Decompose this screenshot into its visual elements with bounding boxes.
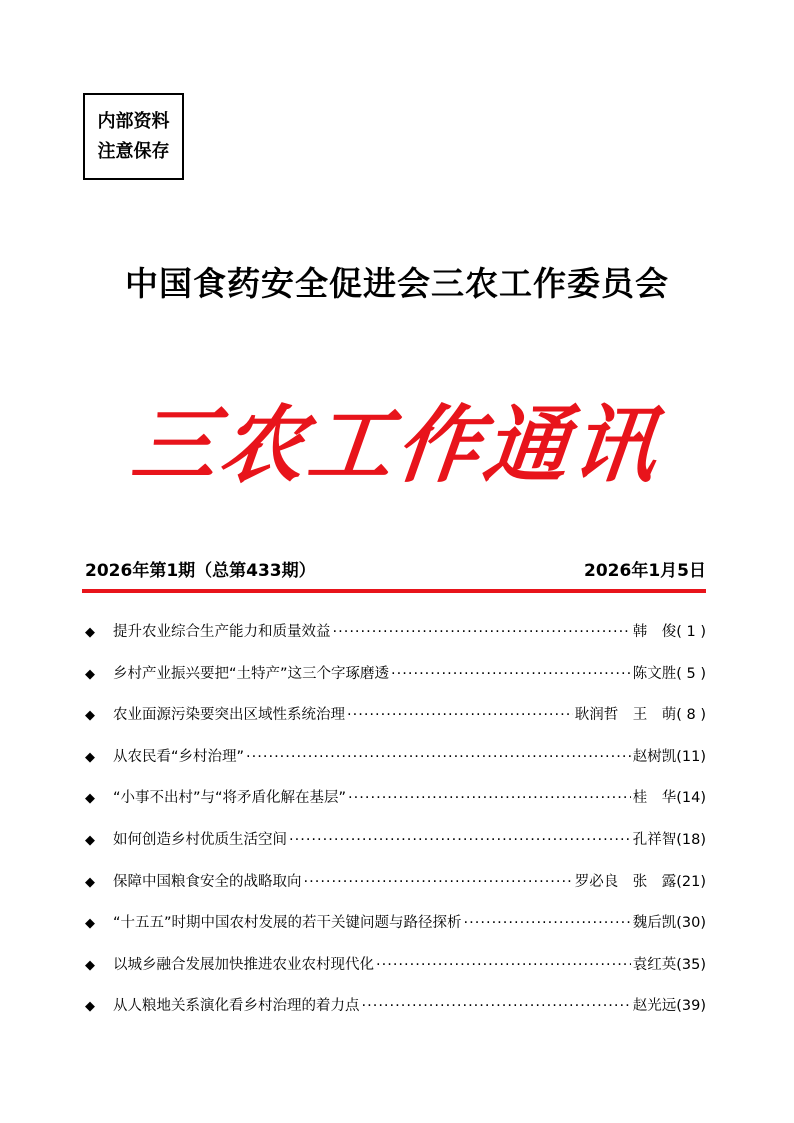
toc-page: ( 5 )	[676, 665, 706, 682]
toc-item[interactable]	[85, 994, 706, 1036]
newsletter-masthead: 三农工作通讯	[127, 395, 666, 494]
red-divider	[82, 589, 706, 593]
toc-item[interactable]	[85, 662, 706, 704]
issue-number: 2026年第1期（总第433期）	[85, 561, 316, 581]
diamond-bullet-icon: ◆	[85, 791, 95, 807]
toc-item[interactable]	[85, 828, 706, 870]
toc-author: 罗必良 张 露	[574, 873, 677, 890]
confidential-stamp	[83, 93, 184, 180]
toc-author: 魏后凯	[632, 915, 677, 932]
toc-author: 孔祥智	[632, 831, 677, 848]
toc-item[interactable]	[85, 786, 706, 828]
toc-title: “小事不出村”与“将矛盾化解在基层”	[113, 790, 347, 807]
issue-info-row	[85, 556, 706, 581]
toc-page: (11)	[676, 748, 706, 765]
toc-page: (35)	[676, 956, 706, 973]
dot-leader	[304, 874, 573, 890]
table-of-contents	[85, 620, 706, 1036]
toc-item[interactable]	[85, 953, 706, 995]
toc-title: 从农民看“乡村治理”	[113, 748, 245, 765]
toc-page: ( 8 )	[676, 707, 706, 724]
diamond-bullet-icon: ◆	[85, 625, 95, 640]
dot-leader	[246, 749, 631, 765]
issue-date: 2026年1月5日	[584, 561, 706, 581]
dot-leader	[333, 624, 631, 640]
toc-author: 袁红英	[632, 956, 677, 973]
organization-name: 中国食药安全促进会三农工作委员会	[125, 264, 669, 303]
toc-author: 桂 华	[632, 790, 677, 807]
toc-title: “十五五”时期中国农村发展的若干关键问题与路径探析	[113, 915, 462, 932]
dot-leader	[362, 998, 631, 1014]
toc-title: 从人粮地关系演化看乡村治理的着力点	[113, 998, 360, 1015]
diamond-bullet-icon: ◆	[85, 916, 95, 932]
toc-page: (21)	[676, 873, 706, 890]
toc-page: (14)	[676, 790, 706, 807]
toc-page: (39)	[676, 998, 706, 1015]
toc-title: 乡村产业振兴要把“土特产”这三个字琢磨透	[113, 665, 390, 682]
toc-author: 赵光远	[632, 998, 677, 1015]
diamond-bullet-icon: ◆	[85, 957, 95, 973]
dot-leader	[391, 666, 631, 682]
toc-page: ( 1 )	[676, 624, 706, 640]
diamond-bullet-icon: ◆	[85, 666, 95, 682]
toc-title: 以城乡融合发展加快推进农业农村现代化	[113, 956, 374, 973]
dot-leader	[376, 957, 631, 973]
toc-item[interactable]	[85, 745, 706, 787]
dot-leader	[464, 915, 631, 931]
diamond-bullet-icon: ◆	[85, 999, 95, 1015]
toc-item[interactable]	[85, 703, 706, 745]
toc-item[interactable]	[85, 620, 706, 662]
dot-leader	[348, 790, 631, 806]
toc-page: (30)	[676, 915, 706, 932]
dot-leader	[289, 832, 631, 848]
toc-item[interactable]	[85, 870, 706, 912]
diamond-bullet-icon: ◆	[85, 749, 95, 765]
toc-author: 耿润哲 王 萌	[574, 707, 677, 724]
diamond-bullet-icon: ◆	[85, 832, 95, 848]
toc-title: 农业面源污染要突出区域性系统治理	[113, 707, 345, 724]
dot-leader	[347, 707, 573, 723]
toc-title: 保障中国粮食安全的战略取向	[113, 873, 302, 890]
stamp-line-1: 内部资料	[97, 110, 170, 132]
toc-item[interactable]	[85, 911, 706, 953]
toc-author: 赵树凯	[632, 748, 677, 765]
toc-title: 提升农业综合生产能力和质量效益	[113, 624, 331, 640]
toc-author: 韩 俊	[632, 624, 677, 640]
diamond-bullet-icon: ◆	[85, 708, 95, 724]
toc-page: (18)	[676, 831, 706, 848]
toc-author: 陈文胜	[632, 665, 677, 682]
toc-title: 如何创造乡村优质生活空间	[113, 831, 287, 848]
stamp-line-2: 注意保存	[97, 140, 170, 162]
diamond-bullet-icon: ◆	[85, 874, 95, 890]
